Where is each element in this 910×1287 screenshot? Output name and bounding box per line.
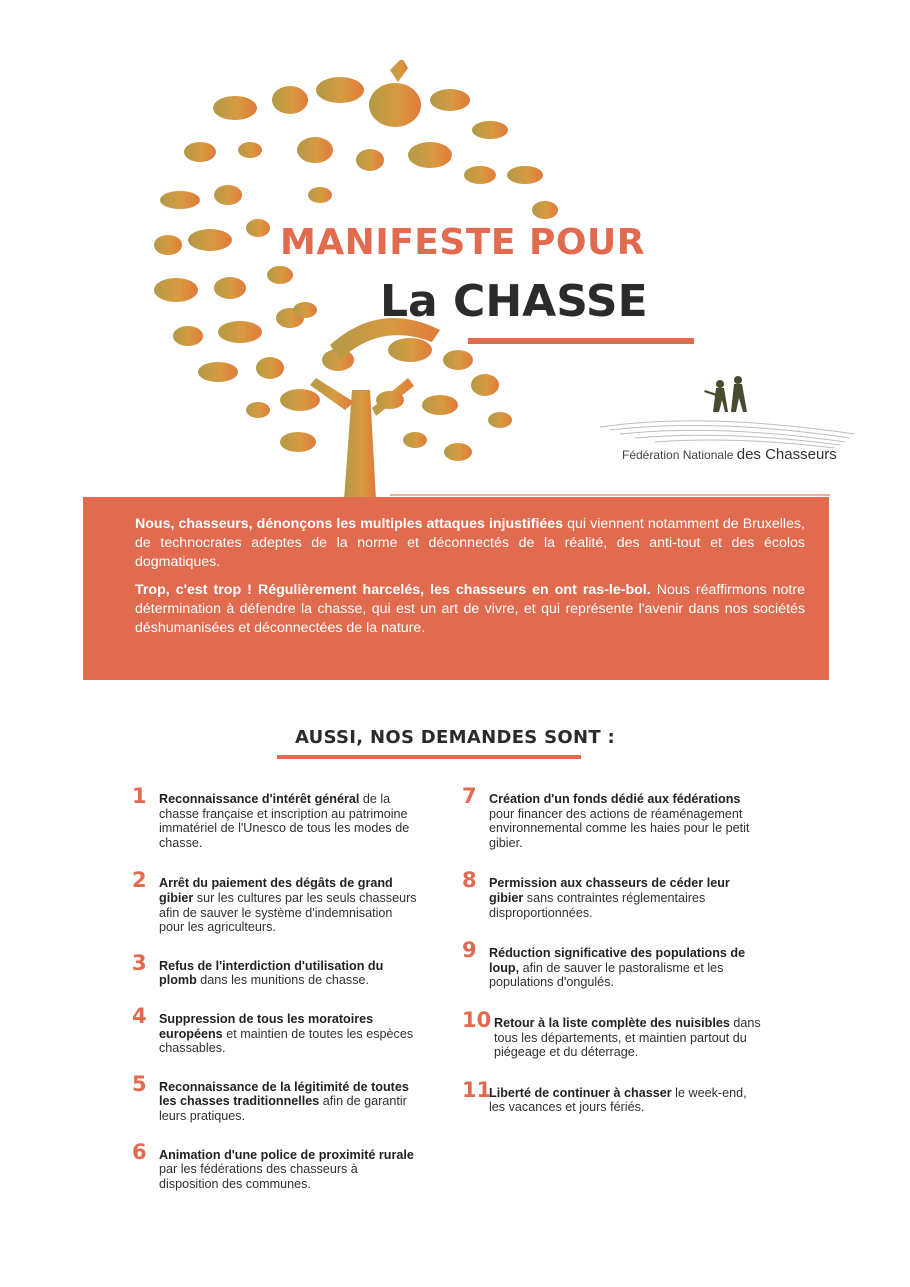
title-underline	[468, 338, 694, 344]
federation-name-prefix: Fédération Nationale	[622, 448, 734, 462]
demand-number: 5	[132, 1071, 147, 1096]
demand-text: dans les munitions de chasse.	[196, 973, 369, 988]
demand-title: Liberté de continuer à chasser	[489, 1085, 672, 1100]
title-line-2: La CHASSE	[380, 276, 648, 327]
demand-number: 6	[132, 1139, 147, 1164]
demand-title: Refus de l'interdiction d'utilisation du plomb	[159, 958, 384, 988]
demand-item	[132, 1003, 417, 1056]
demand-title: Reconnaissance de la légitimité de toutes les chasses traditionnelles	[159, 1079, 409, 1109]
demands-column-left	[132, 784, 417, 1191]
demands-underline	[277, 755, 581, 759]
demand-item	[132, 784, 417, 850]
demand-item	[462, 938, 762, 990]
intro-box	[83, 497, 829, 680]
demand-number: 11	[462, 1077, 492, 1102]
intro-p1-bold: Nous, chasseurs, dénonçons les multiples attaques injustifiées	[135, 516, 564, 532]
federation-name	[622, 446, 837, 463]
demand-number: 4	[132, 1003, 147, 1028]
intro-paragraph-2	[135, 581, 805, 638]
demand-text: dans tous les départements, et maintien partout du piégeage et du déterrage.	[494, 1015, 761, 1060]
demand-title: Arrêt du paiement des dégâts de grand gibier	[159, 876, 393, 905]
demand-number: 7	[462, 784, 477, 808]
demands-column-right	[462, 784, 762, 1115]
intro-paragraph-1	[135, 515, 805, 572]
demand-text: afin de garantir leurs pratiques.	[159, 1094, 407, 1123]
demand-item	[132, 950, 417, 988]
demand-title: Permission aux chasseurs de céder leur gibier	[489, 876, 730, 905]
demand-title: Retour à la liste complète des nuisibles	[494, 1015, 730, 1030]
demand-item	[462, 784, 762, 850]
demand-title: Reconnaissance d'intérêt général	[159, 792, 360, 806]
divider	[390, 494, 830, 496]
demand-number: 8	[462, 868, 477, 893]
demand-text: et maintien de toutes les espèces chassables.	[159, 1026, 414, 1056]
demand-title: Animation d'une police de proximité rurale	[159, 1147, 414, 1162]
demand-text: sur les cultures par les seuls chasseurs afin de sauver le système d'indemnisation pour les agriculteurs.	[159, 890, 417, 935]
demand-text: par les fédérations des chasseurs à disposition des communes.	[159, 1162, 358, 1191]
demand-text: de la chasse française et inscription au patrimoine immatériel de l'Unesco de tous les modes de chasse.	[159, 792, 410, 850]
title-line-1: MANIFESTE POUR	[280, 222, 645, 263]
intro-p1-text: qui viennent notamment de Bruxelles, de technocrates adeptes de la norme et déconnectés de la réalité, des anti-tout et des écolos dogmatiques.	[135, 516, 805, 570]
demand-item	[462, 868, 762, 920]
demand-item	[462, 1077, 762, 1115]
demands-title: AUSSI, NOS DEMANDES SONT :	[295, 727, 615, 748]
demand-item	[132, 1071, 417, 1124]
intro-p2-text: Nous réaffirmons notre détermination à défendre la chasse, qui est un art de vivre, et qui représente l'avenir dans nos sociétés déshumanisées et déconnectées de la nature.	[135, 582, 805, 636]
demand-item	[132, 1139, 417, 1192]
demand-text: sans contraintes réglementaires disproportionnées.	[489, 890, 706, 920]
federation-name-main: des Chasseurs	[736, 446, 837, 463]
demand-title: Création d'un fonds dédié aux fédérations	[489, 792, 741, 806]
demand-number: 1	[132, 784, 147, 808]
demand-title: Réduction significative des populations de loup,	[489, 946, 746, 975]
demand-text: le week-end, les vacances et jours fériés.	[489, 1085, 747, 1115]
demand-item	[462, 1007, 762, 1060]
intro-p2-bold: Trop, c'est trop ! Régulièrement harcelés, les chasseurs en ont ras-le-bol.	[135, 582, 651, 598]
demand-title: Suppression de tous les moratoires européens	[159, 1011, 374, 1041]
demand-number: 2	[132, 868, 147, 893]
demand-number: 10	[462, 1007, 492, 1032]
demand-number: 9	[462, 938, 477, 963]
demand-number: 3	[132, 950, 147, 975]
demand-text: afin de sauver le pastoralisme et les populations d'ongulés.	[489, 960, 724, 990]
demand-item	[132, 868, 417, 935]
demand-text: pour financer des actions de réaménagement environnemental comme les haies pour le petit gibier.	[489, 806, 750, 850]
